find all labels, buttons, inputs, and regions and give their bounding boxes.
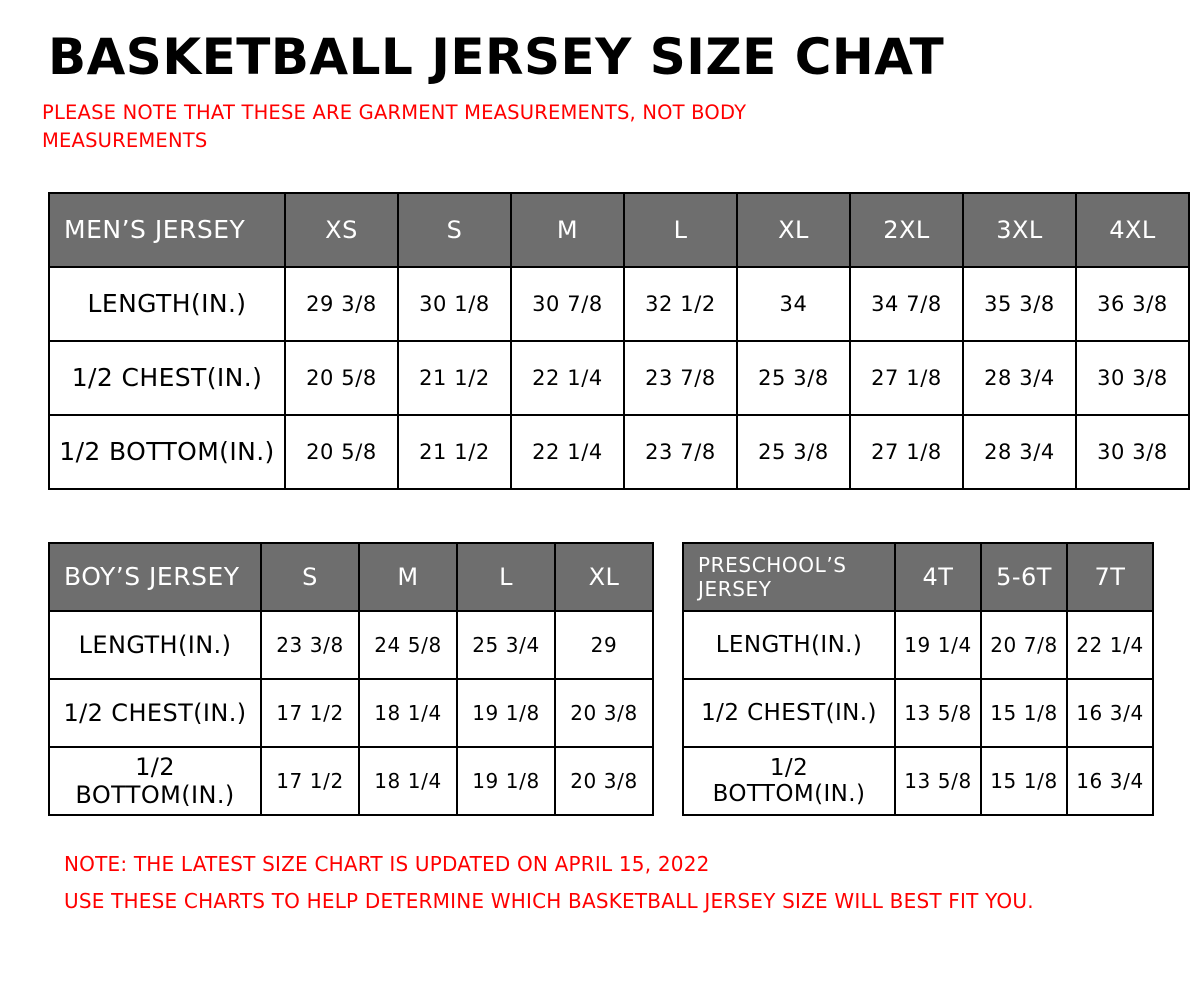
- table-row: [683, 747, 1153, 815]
- boys-table-body: [49, 611, 653, 815]
- size-header-4xl: 4XL: [1076, 193, 1189, 267]
- cell: 18 1/4: [359, 679, 457, 747]
- cell: 17 1/2: [261, 679, 359, 747]
- boys-table-header: [49, 543, 653, 611]
- cell: 34: [737, 267, 850, 341]
- table-header-row: [49, 543, 653, 611]
- row-label-length: LENGTH(IN.): [683, 611, 895, 679]
- cell: 25 3/8: [737, 415, 850, 489]
- row-label-length: LENGTH(IN.): [49, 611, 261, 679]
- cell: 34 7/8: [850, 267, 963, 341]
- cell: 23 7/8: [624, 415, 737, 489]
- boys-jersey-size-table: [48, 542, 654, 816]
- cell: 28 3/4: [963, 415, 1076, 489]
- mens-table-header: [49, 193, 1189, 267]
- row-label-half-chest: 1/2 CHEST(IN.): [49, 341, 285, 415]
- table-row: [49, 679, 653, 747]
- size-header-xl: XL: [737, 193, 850, 267]
- cell: 18 1/4: [359, 747, 457, 815]
- row-label-half-bottom: 1/2 BOTTOM(IN.): [49, 415, 285, 489]
- size-header-s: S: [398, 193, 511, 267]
- preschool-table-header: [683, 543, 1153, 611]
- cell: 15 1/8: [981, 747, 1067, 815]
- size-header-4t: 4T: [895, 543, 981, 611]
- lower-tables-container: [48, 542, 1172, 816]
- cell: 13 5/8: [895, 747, 981, 815]
- cell: 17 1/2: [261, 747, 359, 815]
- size-header-5-6t: 5-6T: [981, 543, 1067, 611]
- cell: 16 3/4: [1067, 747, 1153, 815]
- cell: 20 5/8: [285, 415, 398, 489]
- cell: 22 1/4: [511, 415, 624, 489]
- cell: 30 7/8: [511, 267, 624, 341]
- size-header-l: L: [457, 543, 555, 611]
- size-header-2xl: 2XL: [850, 193, 963, 267]
- table-row: [683, 679, 1153, 747]
- cell: 20 5/8: [285, 341, 398, 415]
- cell: 22 1/4: [511, 341, 624, 415]
- mens-jersey-size-table: [48, 192, 1190, 490]
- cell: 27 1/8: [850, 415, 963, 489]
- cell: 28 3/4: [963, 341, 1076, 415]
- mens-table-title-cell: MEN’S JERSEY: [49, 193, 285, 267]
- size-header-m: M: [359, 543, 457, 611]
- cell: 27 1/8: [850, 341, 963, 415]
- row-label-half-chest: 1/2 CHEST(IN.): [683, 679, 895, 747]
- size-header-l: L: [624, 193, 737, 267]
- boys-table-title-cell: BOY’S JERSEY: [49, 543, 261, 611]
- cell: 21 1/2: [398, 415, 511, 489]
- size-header-m: M: [511, 193, 624, 267]
- cell: 20 3/8: [555, 679, 653, 747]
- cell: 22 1/4: [1067, 611, 1153, 679]
- row-label-length: LENGTH(IN.): [49, 267, 285, 341]
- table-row: [49, 341, 1189, 415]
- cell: 15 1/8: [981, 679, 1067, 747]
- preschool-table-title-cell: PRESCHOOL’S JERSEY: [683, 543, 895, 611]
- preschool-jersey-size-table: [682, 542, 1154, 816]
- garment-measurement-note: PLEASE NOTE THAT THESE ARE GARMENT MEASUREMENTS, NOT BODY MEASUREMENTS: [42, 101, 747, 153]
- size-header-3xl: 3XL: [963, 193, 1076, 267]
- table-header-row: [683, 543, 1153, 611]
- table-row: [49, 747, 653, 815]
- cell: 35 3/8: [963, 267, 1076, 341]
- cell: 16 3/4: [1067, 679, 1153, 747]
- cell: 23 3/8: [261, 611, 359, 679]
- cell: 19 1/8: [457, 747, 555, 815]
- size-header-s: S: [261, 543, 359, 611]
- table-row: [49, 267, 1189, 341]
- cell: 30 1/8: [398, 267, 511, 341]
- preschool-table-body: [683, 611, 1153, 815]
- table-header-row: [49, 193, 1189, 267]
- size-header-7t: 7T: [1067, 543, 1153, 611]
- cell: 20 7/8: [981, 611, 1067, 679]
- note-usage-help: USE THESE CHARTS TO HELP DETERMINE WHICH BASKETBALL JERSEY SIZE WILL BEST FIT YOU.: [64, 888, 1034, 913]
- cell: 13 5/8: [895, 679, 981, 747]
- size-header-xl: XL: [555, 543, 653, 611]
- cell: 19 1/8: [457, 679, 555, 747]
- cell: 30 3/8: [1076, 415, 1189, 489]
- bottom-notes: [64, 846, 1172, 920]
- table-row: [49, 611, 653, 679]
- row-label-half-chest: 1/2 CHEST(IN.): [49, 679, 261, 747]
- row-label-half-bottom: 1/2 BOTTOM(IN.): [49, 747, 261, 815]
- cell: 19 1/4: [895, 611, 981, 679]
- page-title: BASKETBALL JERSEY SIZE CHAT: [48, 28, 945, 86]
- size-header-xs: XS: [285, 193, 398, 267]
- table-row: [683, 611, 1153, 679]
- cell: 25 3/4: [457, 611, 555, 679]
- cell: 25 3/8: [737, 341, 850, 415]
- cell: 32 1/2: [624, 267, 737, 341]
- table-row: [49, 415, 1189, 489]
- cell: 20 3/8: [555, 747, 653, 815]
- row-label-half-bottom: 1/2 BOTTOM(IN.): [683, 747, 895, 815]
- cell: 29 3/8: [285, 267, 398, 341]
- mens-table-body: [49, 267, 1189, 489]
- cell: 24 5/8: [359, 611, 457, 679]
- cell: 29: [555, 611, 653, 679]
- cell: 21 1/2: [398, 341, 511, 415]
- cell: 23 7/8: [624, 341, 737, 415]
- cell: 36 3/8: [1076, 267, 1189, 341]
- cell: 30 3/8: [1076, 341, 1189, 415]
- note-update-date: NOTE: THE LATEST SIZE CHART IS UPDATED ON APRIL 15, 2022: [64, 851, 710, 876]
